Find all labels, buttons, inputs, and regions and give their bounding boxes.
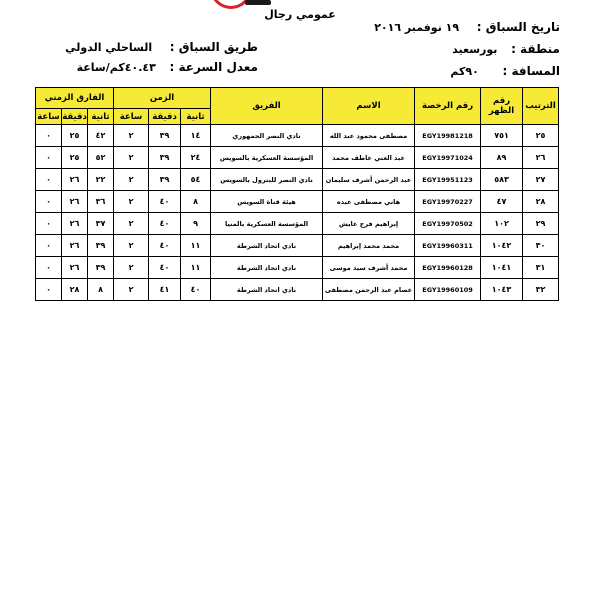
- cell-gap-hour: ٠: [36, 169, 62, 191]
- table-row: [36, 213, 559, 235]
- cell-time-hour: ٢: [114, 191, 149, 213]
- cell-team: نادي النصر الجمهوري: [211, 125, 323, 147]
- header-bib-text: رقم الظهر: [488, 96, 515, 116]
- header-gap: الفارق الزمني: [36, 88, 114, 109]
- table-row: [36, 191, 559, 213]
- cell-team: المؤسسة العسكرية بالسويس: [211, 147, 323, 169]
- race-date-value: ١٩ نوفمبر ٢٠١٦: [374, 21, 460, 34]
- route: [65, 40, 258, 54]
- cell-name: مصطفى محمود عبد الله: [323, 125, 415, 147]
- cell-time-sec: ٢٤: [181, 147, 211, 169]
- cell-name: محمد أشرف سيد موسى: [323, 257, 415, 279]
- cell-team: نادي اتحاد الشرطة: [211, 235, 323, 257]
- cell-team: نادي اتحاد الشرطة: [211, 257, 323, 279]
- route-value: الساحلي الدولي: [65, 41, 153, 54]
- cell-gap-sec: ٥٢: [88, 147, 114, 169]
- cell-gap-min: ٢٦: [62, 213, 88, 235]
- cell-license: EGY19951123: [415, 169, 481, 191]
- cell-time-sec: ٥٤: [181, 169, 211, 191]
- cell-rank: ٣٢: [523, 279, 559, 301]
- header-gap-hour: ساعة: [36, 109, 62, 125]
- header-gap-sec: ثانية: [88, 109, 114, 125]
- cell-rank: ٢٥: [523, 125, 559, 147]
- header-time-min: دقيقة: [149, 109, 181, 125]
- race-date: [374, 20, 560, 34]
- cell-name: عصام عبد الرحمن مصطفى: [323, 279, 415, 301]
- cell-rank: ٢٧: [523, 169, 559, 191]
- route-label: طريق السباق :: [169, 40, 258, 54]
- cell-time-min: ٣٩: [149, 147, 181, 169]
- cell-gap-hour: ٠: [36, 191, 62, 213]
- cell-bib: ٥٨٣: [481, 169, 523, 191]
- cell-license: EGY19981218: [415, 125, 481, 147]
- header-bib: [481, 88, 523, 125]
- cell-gap-min: ٢٦: [62, 191, 88, 213]
- cell-bib: ٤٧: [481, 191, 523, 213]
- cell-license: EGY19970227: [415, 191, 481, 213]
- distance: [450, 64, 560, 78]
- cell-rank: ٢٨: [523, 191, 559, 213]
- cell-gap-hour: ٠: [36, 125, 62, 147]
- cell-time-min: ٣٩: [149, 125, 181, 147]
- cell-team: نادي اتحاد الشرطة: [211, 279, 323, 301]
- cell-gap-min: ٢٦: [62, 235, 88, 257]
- header-license: رقم الرخصة: [415, 88, 481, 125]
- cell-rank: ٢٩: [523, 213, 559, 235]
- cell-gap-min: ٢٦: [62, 169, 88, 191]
- cell-gap-sec: ٣٩: [88, 235, 114, 257]
- header-time-hour: ساعة: [114, 109, 149, 125]
- table-row: [36, 147, 559, 169]
- cell-license: EGY19960311: [415, 235, 481, 257]
- cell-time-hour: ٢: [114, 169, 149, 191]
- distance-value: ٩٠كم: [450, 65, 479, 78]
- cell-time-sec: ٤٠: [181, 279, 211, 301]
- cell-gap-sec: ٣٦: [88, 191, 114, 213]
- cell-rank: ٣٠: [523, 235, 559, 257]
- race-date-label: تاريخ السباق :: [476, 20, 560, 34]
- cell-time-hour: ٢: [114, 257, 149, 279]
- cell-bib: ٧٥١: [481, 125, 523, 147]
- cell-name: عبد الرحمن أشرف سليمان: [323, 169, 415, 191]
- cell-gap-sec: ٣٩: [88, 257, 114, 279]
- cell-time-hour: ٢: [114, 279, 149, 301]
- cell-rank: ٣١: [523, 257, 559, 279]
- cell-license: EGY19971024: [415, 147, 481, 169]
- header-gap-min: دقيقة: [62, 109, 88, 125]
- cell-team: هيئة قناة السويس: [211, 191, 323, 213]
- cell-gap-min: ٢٥: [62, 147, 88, 169]
- cell-name: هاني مصطفى عبده: [323, 191, 415, 213]
- header-team: الفريق: [211, 88, 323, 125]
- cell-license: EGY19960109: [415, 279, 481, 301]
- distance-label: المسافة :: [502, 64, 560, 78]
- cell-name: محمد محمد إبراهيم: [323, 235, 415, 257]
- cell-license: EGY19970502: [415, 213, 481, 235]
- region-value: بورسعيد: [452, 43, 498, 56]
- cell-gap-sec: ٢٢: [88, 169, 114, 191]
- cell-gap-hour: ٠: [36, 279, 62, 301]
- cell-team: المؤسسة العسكرية بالمنيا: [211, 213, 323, 235]
- speed-label: معدل السرعة :: [169, 60, 258, 74]
- cell-bib: ١٠٤٢: [481, 235, 523, 257]
- results-table: [35, 87, 559, 301]
- cell-gap-min: ٢٦: [62, 257, 88, 279]
- cell-gap-hour: ٠: [36, 147, 62, 169]
- cell-gap-hour: ٠: [36, 235, 62, 257]
- cell-time-sec: ٨: [181, 191, 211, 213]
- cell-time-min: ٤٠: [149, 191, 181, 213]
- header-time: الزمن: [114, 88, 211, 109]
- table-row: [36, 125, 559, 147]
- speed-value: ٤٠.٤٣كم/ساعة: [76, 61, 156, 74]
- cell-time-sec: ١١: [181, 235, 211, 257]
- cell-time-min: ٤٠: [149, 213, 181, 235]
- cell-time-sec: ٩: [181, 213, 211, 235]
- header-name: الاسم: [323, 88, 415, 125]
- cell-bib: ١٠٤١: [481, 257, 523, 279]
- cell-time-sec: ١١: [181, 257, 211, 279]
- cell-name: عبد الغني عاطف محمد: [323, 147, 415, 169]
- average-speed: [77, 60, 258, 74]
- cell-time-hour: ٢: [114, 147, 149, 169]
- cell-bib: ٨٩: [481, 147, 523, 169]
- cell-time-min: ٤٠: [149, 257, 181, 279]
- cell-bib: ١٠٢: [481, 213, 523, 235]
- table-row: [36, 169, 559, 191]
- cell-bib: ١٠٤٣: [481, 279, 523, 301]
- cell-gap-sec: ٨: [88, 279, 114, 301]
- table-row: [36, 257, 559, 279]
- region: [452, 42, 560, 56]
- header-time-sec: ثانية: [181, 109, 211, 125]
- region-label: منطقة :: [511, 42, 560, 56]
- cell-time-hour: ٢: [114, 125, 149, 147]
- cell-gap-min: ٢٥: [62, 125, 88, 147]
- cell-time-min: ٤٠: [149, 235, 181, 257]
- cell-rank: ٢٦: [523, 147, 559, 169]
- category-title: عمومي رجال: [264, 8, 336, 21]
- cell-license: EGY19960128: [415, 257, 481, 279]
- cell-time-hour: ٢: [114, 235, 149, 257]
- cell-gap-hour: ٠: [36, 213, 62, 235]
- header-rank: الترتيب: [523, 88, 559, 125]
- table-row: [36, 279, 559, 301]
- cell-gap-sec: ٤٢: [88, 125, 114, 147]
- cell-time-sec: ١٤: [181, 125, 211, 147]
- header-mark: [245, 0, 271, 5]
- cell-team: نادي النصر للبترول بالسويس: [211, 169, 323, 191]
- cell-gap-hour: ٠: [36, 257, 62, 279]
- cell-gap-min: ٢٨: [62, 279, 88, 301]
- cell-time-min: ٣٩: [149, 169, 181, 191]
- cell-time-min: ٤١: [149, 279, 181, 301]
- cell-gap-sec: ٣٧: [88, 213, 114, 235]
- cell-name: إبراهيم فرج عايش: [323, 213, 415, 235]
- table-row: [36, 235, 559, 257]
- cell-time-hour: ٢: [114, 213, 149, 235]
